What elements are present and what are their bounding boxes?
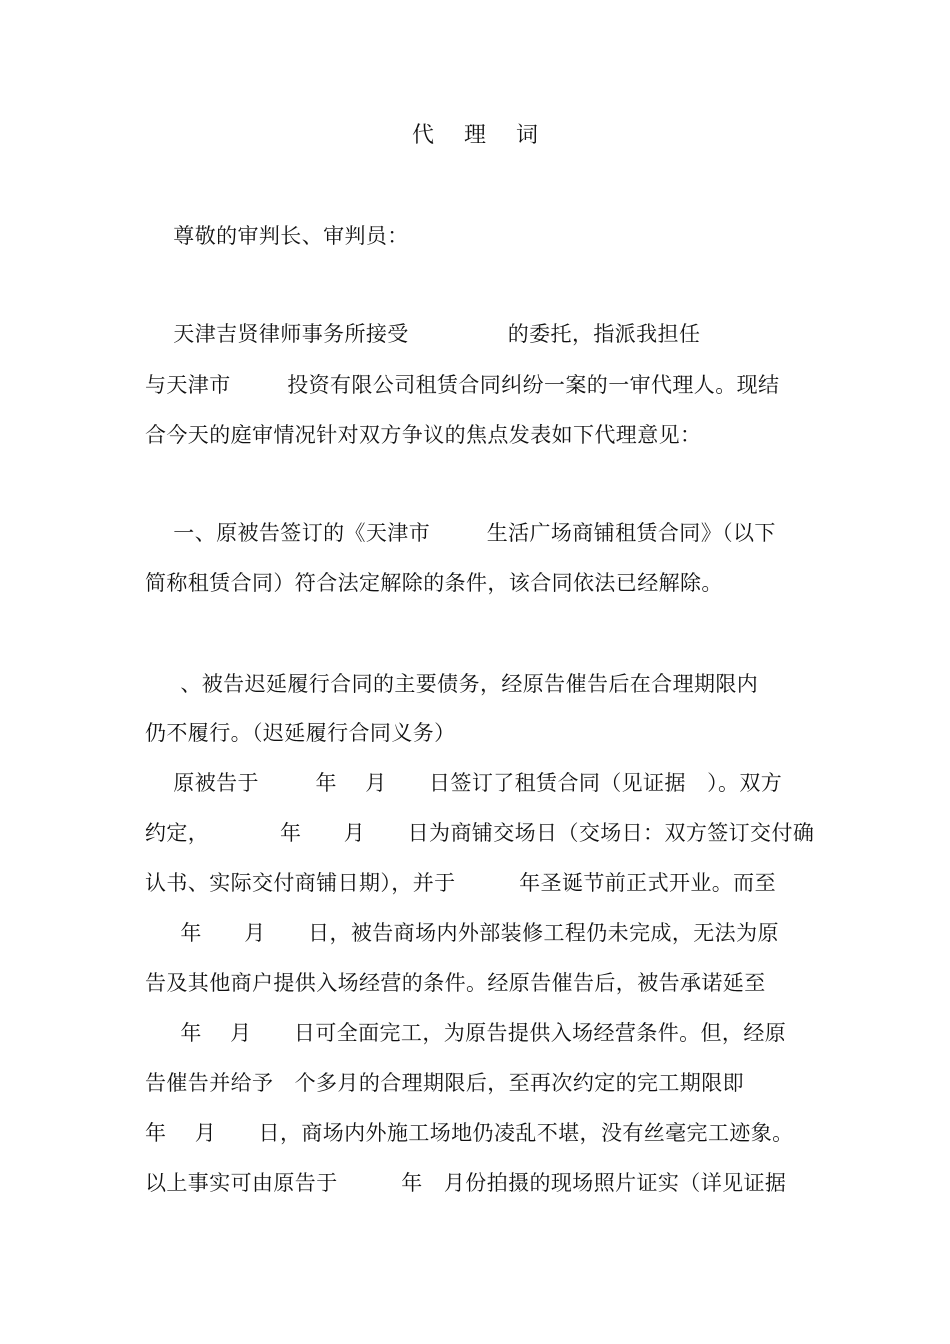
- section-heading-line: 一、原被告签订的《天津市 生活广场商铺租赁合同》（以下: [145, 521, 776, 545]
- paragraph-line: 以上事实可由原告于 年 月份拍摄的现场照片证实（详见证据: [145, 1171, 787, 1195]
- section-heading-line: 简称租赁合同）符合法定解除的条件，该合同依法已经解除。: [145, 571, 723, 595]
- paragraph-line: 年 月 日，被告商场内外部装修工程仍未完成，无法为原: [145, 921, 779, 945]
- paragraph-line: 告催告并给予 个多月的合理期限后，至再次约定的完工期限即: [145, 1071, 745, 1095]
- paragraph-line: 合今天的庭审情况针对双方争议的焦点发表如下代理意见：: [145, 423, 702, 447]
- subsection-heading-line: 、被告迟延履行合同的主要债务，经原告催告后在合理期限内: [145, 672, 759, 696]
- paragraph-line: 年 月 日可全面完工，为原告提供入场经营条件。但，经原: [145, 1021, 787, 1045]
- subsection-heading-line: 仍不履行。（迟延履行合同义务）: [145, 721, 456, 745]
- paragraph-line: 年 月 日，商场内外施工场地仍凌乱不堪，没有丝毫完工迹象。: [145, 1121, 794, 1145]
- paragraph-line: 认书、实际交付商铺日期），并于 年圣诞节前正式开业。而至: [145, 871, 776, 895]
- document-title: 代理词: [411, 123, 568, 148]
- paragraph-line: 与天津市 投资有限公司租赁合同纠纷一案的一审代理人。现结: [145, 373, 780, 397]
- salutation-line: 尊敬的审判长、审判员：: [145, 224, 409, 248]
- paragraph-line: 天津吉贤律师事务所接受 的委托，指派我担任: [145, 322, 701, 346]
- paragraph-line: 约定， 年 月 日为商铺交场日（交场日：双方签订交付确: [145, 821, 815, 845]
- paragraph-line: 告及其他商户提供入场经营的条件。经原告催告后，被告承诺延至: [145, 971, 766, 995]
- paragraph-line: 原被告于 年 月 日签订了租赁合同（见证据 ）。双方: [145, 771, 783, 795]
